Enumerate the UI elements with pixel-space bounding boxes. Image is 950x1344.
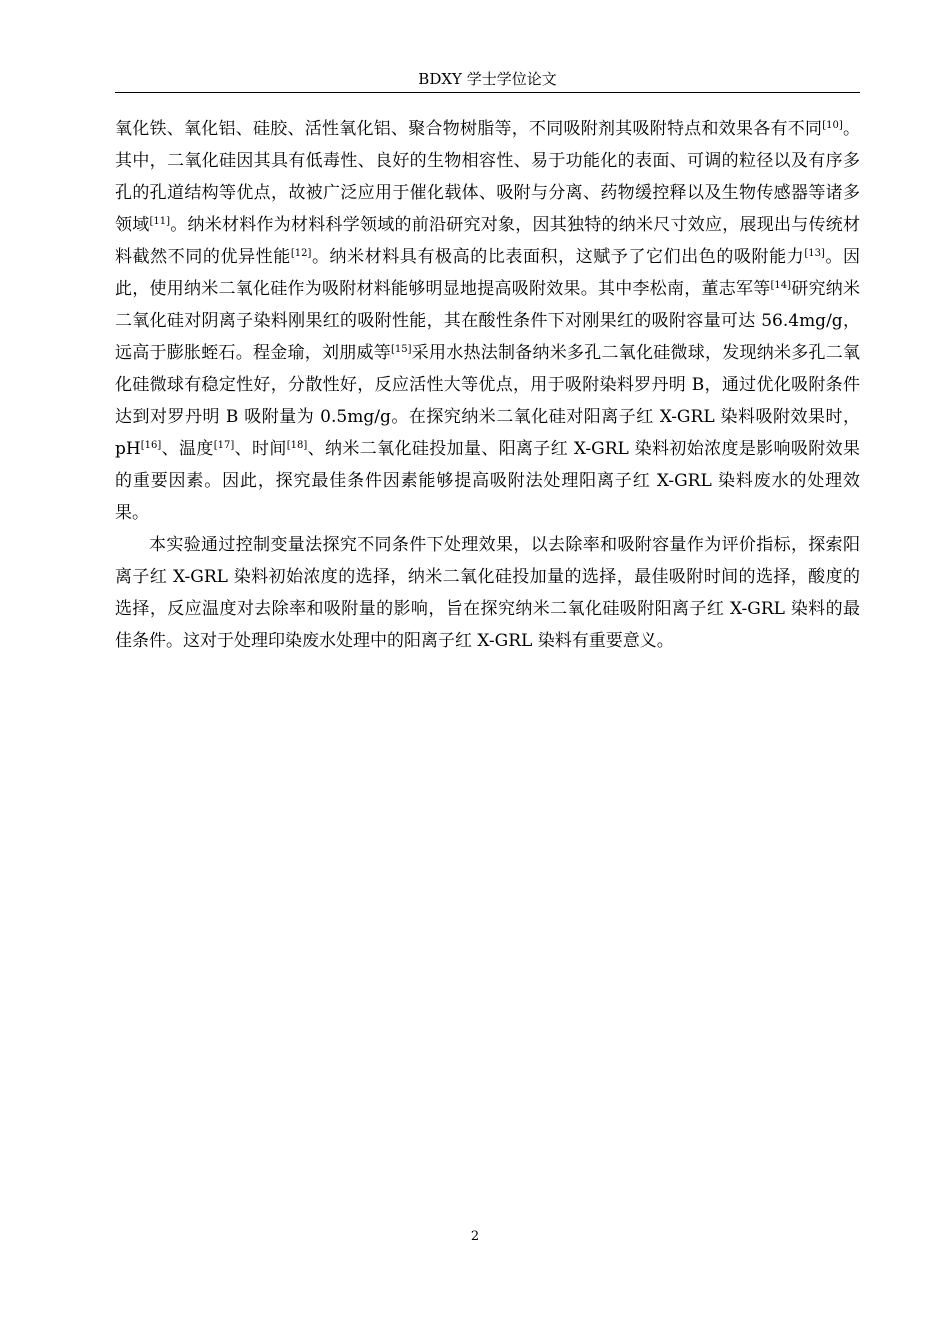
citation-ref: [15] (391, 344, 412, 355)
text-segment: 本实验通过控制变量法探究不同条件下处理效果，以去除率和吸附容量作为评价指标，探索阳离子红 X-GRL 染料初始浓度的选择，纳米二氧化硅投加量的选择，最佳吸附时间的选择，酸度的选择，反应温度对去除率和吸附量的影响，旨在探究纳米二氧化硅吸附阳离子红 X-GRL 染料的最佳条件。这对于处理印染废水处理中的阳离子红 X-GRL 染料有重要意义。 (115, 535, 860, 651)
paragraph-experiment-aim (115, 529, 860, 657)
text-segment: 、纳米二氧化硅投加量、阳离子红 X-GRL 染料初始浓度是影响吸附效果的重要因素。因此，探究最佳条件因素能够提高吸附法处理阳离子红 X-GRL 染料废水的处理效果。 (115, 439, 861, 523)
header-rule (115, 92, 860, 93)
citation-ref: [18] (286, 440, 308, 451)
citation-ref: [11] (149, 216, 171, 227)
citation-ref: [12] (290, 248, 312, 259)
page-header: BDXY 学士学位论文 (418, 70, 557, 88)
text-segment: 。纳米材料作为材料科学领域的前沿研究对象，因其独特的纳米尺寸效应，展现出与传统材料截然不同的优异性能 (115, 215, 860, 267)
citation-ref: [10] (822, 120, 843, 131)
text-segment: 、温度 (161, 439, 214, 459)
paragraph-literature-review (115, 113, 860, 529)
text-segment: 氧化铁、氧化铝、硅胶、活性氧化铝、聚合物树脂等，不同吸附剂其吸附特点和效果各有不同 (115, 119, 823, 139)
text-segment: 研究纳米二氧化硅对阴离子染料刚果红的吸附性能，其在酸性条件下对刚果红的吸附容量可达 56.4mg/g，远高于膨胀蛭石。程金瑜，刘朋威等 (115, 279, 861, 363)
citation-ref: [17] (213, 440, 235, 451)
text-segment: 、时间 (234, 439, 287, 459)
citation-ref: [16] (140, 440, 162, 451)
text-segment: 采用水热法制备纳米多孔二氧化硅微球，发现纳米多孔二氧化硅微球有稳定性好，分散性好，反应活性大等优点，用于吸附染料罗丹明 B，通过优化吸附条件达到对罗丹明 B 吸附量为 0.5mg/g。在探究纳米二氧化硅对阳离子红 X-GRL 染料吸附效果时，pH (115, 343, 861, 459)
citation-ref: [13] (804, 248, 825, 259)
text-segment: 。纳米材料具有极高的比表面积，这赋予了它们出色的吸附能力 (311, 247, 805, 267)
text-segment: 。其中，二氧化硅因其具有低毒性、良好的生物相容性、易于功能化的表面、可调的粒径以及有序多孔的孔道结构等优点，故被广泛应用于催化载体、吸附与分离、药物缓控释以及生物传感器等诸多领域 (115, 119, 860, 235)
text-segment: 。因此，使用纳米二氧化硅作为吸附材料能够明显地提高吸附效果。其中李松南，董志军等 (115, 247, 861, 299)
page-number: 2 (470, 1229, 480, 1244)
body-text (115, 113, 860, 657)
citation-ref: [14] (770, 280, 792, 291)
